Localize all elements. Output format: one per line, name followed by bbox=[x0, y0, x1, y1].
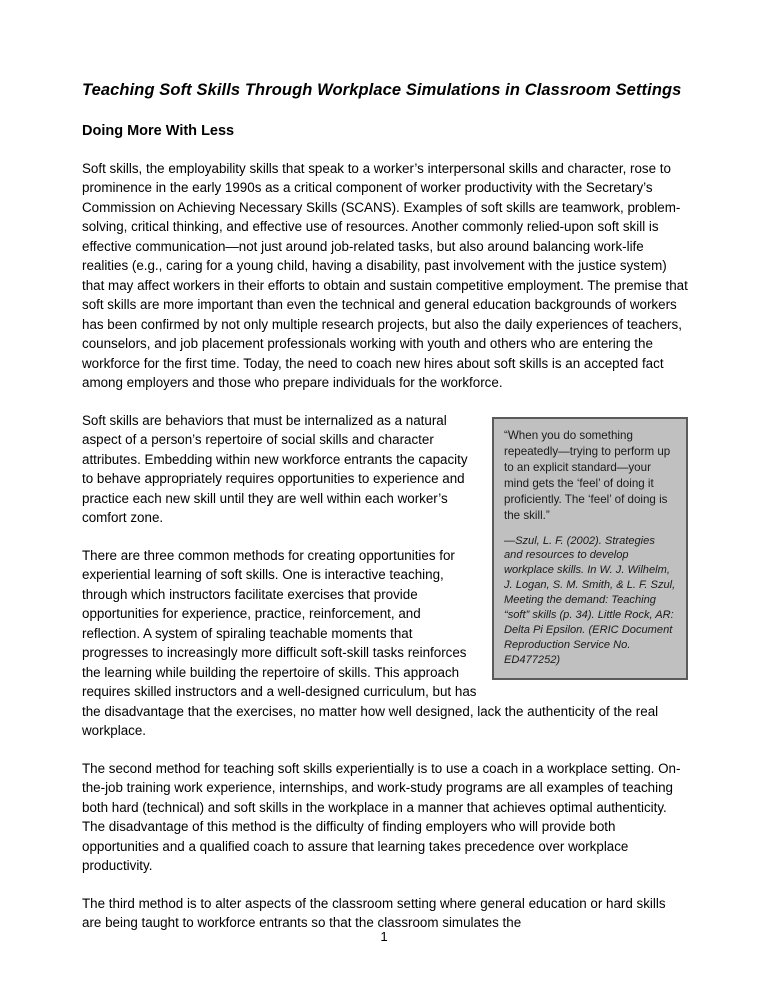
paragraph-third-method: The third method is to alter aspects of the classroom setting where general education or hard skills are being taught to workforce entrants so that the classroom simulates the bbox=[82, 895, 666, 931]
page-title: Teaching Soft Skills Through Workplace Simulations in Classroom Settings bbox=[82, 81, 682, 99]
flow-region-with-pullquote bbox=[82, 411, 688, 741]
paragraph-intro: Soft skills, the employability skills that speak to a worker’s interpersonal skills and character, rose to prominence in the early 1990s as a critical component of worker productivity with the Secretary’s Commission on Achieving Necessary Skills (SCANS). Examples of soft skills are teamwork, problem-solving, critical thinking, and effective use of resources. Another commonly relied-upon soft skill is effective communication—not just around job-related tasks, but also around balancing work-life realities (e.g., caring for a young child, having a disability, past involvement with the justice system) that may affect workers in their efforts to obtain and sustain competitive employment. The premise that soft skills are more important than even the technical and general education backgrounds of workers has been confirmed by not only multiple research projects, but also the daily experiences of teachers, counselors, and job placement professionals working with youth and others who are entering the workforce for the first time. Today, the need to coach new hires about soft skills is an accepted fact among employers and those who prepare individuals for the workforce. bbox=[82, 160, 688, 391]
paragraph-second-method: The second method for teaching soft skills experientially is to use a coach in a workplace setting. On-the-job training work experience, internships, and work-study programs are all examples of teaching both hard (technical) and soft skills in the workplace in a manner that achieves optimal authenticity. The disadvantage of this method is the difficulty of finding employers who will provide both opportunities and a qualified coach to assure that learning takes precedence over workplace productivity. bbox=[82, 760, 681, 874]
pullquote-box bbox=[492, 417, 688, 681]
page-number: 1 bbox=[380, 929, 388, 944]
pullquote-text: “When you do something repeatedly—trying to perform up to an explicit standard—your mind gets the ‘feel’ of doing it proficiently. The ‘feel’ of doing is the skill.” bbox=[504, 428, 671, 522]
section-heading: Doing More With Less bbox=[82, 122, 235, 139]
page-content bbox=[82, 80, 688, 933]
paragraph-first-method: There are three common methods for creating opportunities for experiential learning of soft skills. One is interactive teaching, through which instructors facilitate exercises that provide opportunities for experience, practice, reinforcement, and reflection. A system of spiraling teachable moments that progresses to increasingly more difficult soft-skill tasks reinforces the learning while building the repertoire of skills. This approach requires skilled instructors and a well-designed curriculum, but has the disadvantage that the exercises, no matter how well designed, lack the authenticity of the real workplace. bbox=[82, 547, 659, 739]
paragraph-behaviors: Soft skills are behaviors that must be internalized as a natural aspect of a person’s repertoire of social skills and character attributes. Embedding within new workforce entrants the capacity to behave appropriately requires opportunities to experience and practice each new skill until they are well within each worker’s comfort zone. bbox=[82, 412, 468, 526]
pullquote-citation: —Szul, L. F. (2002). Strategies and resources to develop workplace skills. In W. J. Wilhelm, J. Logan, S. M. Smith, & L. F. Szul, Meeting the demand: Teaching “soft” skills (p. 34). Little Rock, AR: Delta Pi Epsilon. (ERIC Document Reproduction Service No. ED477252) bbox=[504, 534, 676, 667]
